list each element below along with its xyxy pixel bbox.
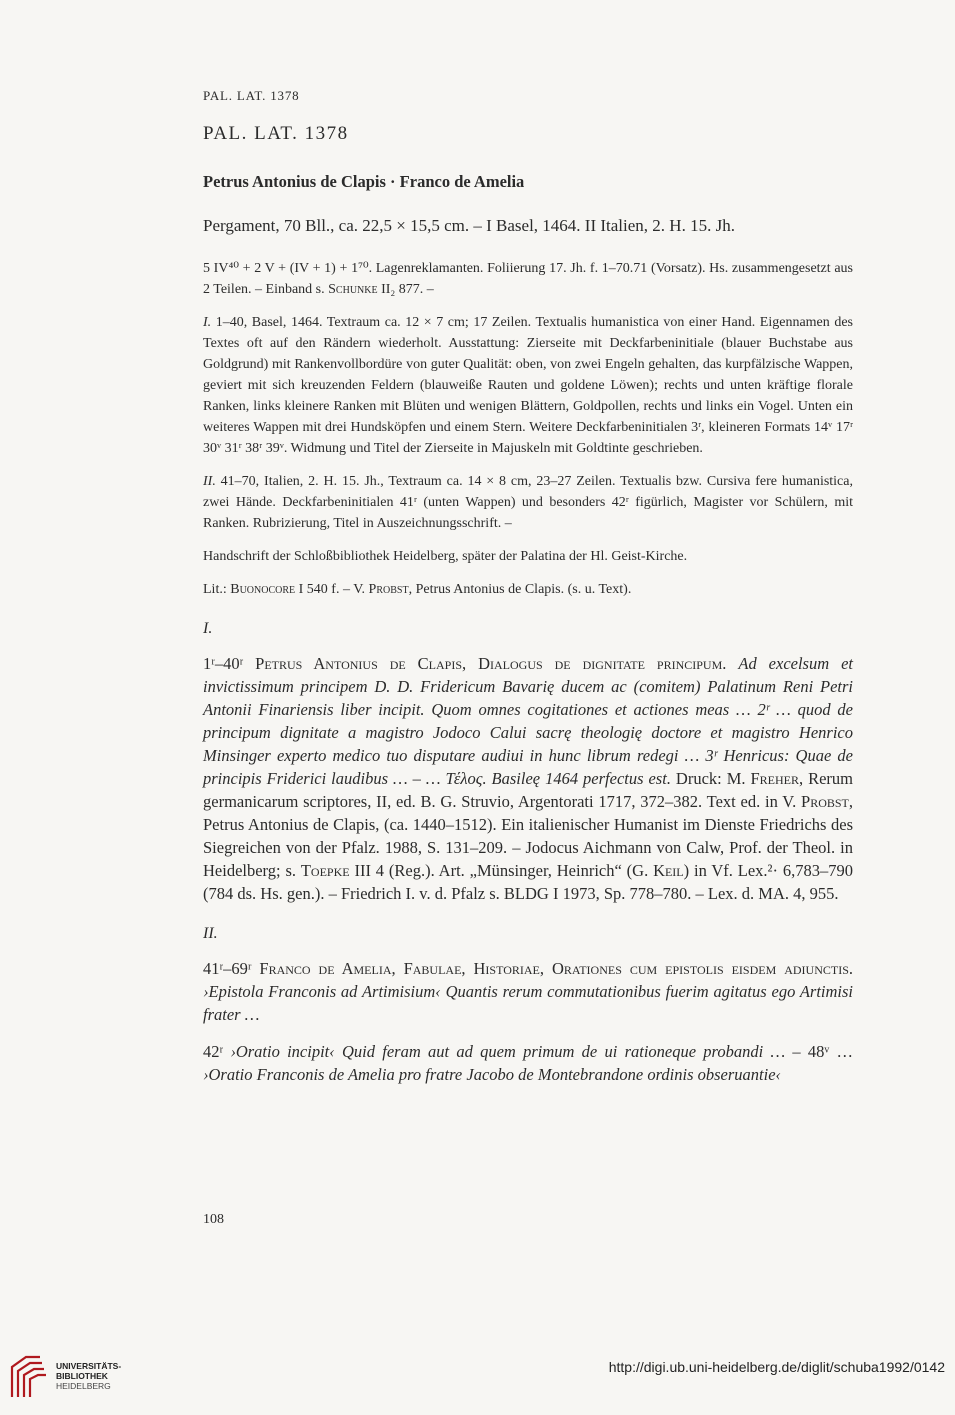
library-logo-text [56,1361,121,1391]
section-1-incipit: Ad excelsum et invictissimum principem D. D. Fridericum Bavarię ducem ac (comitem) Palatinum Reni Petri Antonii Finariensis liber incipit. Quom omnes cogitationes et actiones meas … 2ʳ … quod de principum dignitate a magistro Jodoco Calui sacrę theologię doctore et magistro Henrico Minsinger experto medico tuo disputare audiui in hunc librum redegi … 3ʳ Henricus: Quae de principis Friderici laudibus … – … Τέλος. Basileę 1464 perfectus est. [203,654,854,788]
section-1-druck-d: III 4 (Reg.). Art. „Münsinger, Heinrich“ (G. [349,861,654,880]
section-2-orations [203,1040,853,1086]
section-2-title: Franco de Amelia, Fabulae, Historiae, Orationes cum epistolis eisdem adiunctis. [259,959,853,978]
section-1-title: Petrus Antonius de Clapis, Dialogus de dignitate principum. [255,654,727,673]
oratio-text-1: ›Oratio incipit‹ Quid feram aut ad quem primum de ui rationeque probandi … – [230,1042,801,1061]
section-1-text [203,652,853,905]
section-1-druck-a: Druck: M. [670,769,751,788]
part2-codicology [203,471,853,534]
collation-paragraph [203,258,853,300]
section-2-text [203,957,853,1026]
logo-line-2: BIBLIOTHEK [56,1371,108,1381]
ref-toepke: Toepke [300,861,350,880]
collation-formula: 5 IV⁴⁰ + 2 V + (IV + 1) + 1⁷⁰. [203,261,373,276]
lit-prefix: Lit.: [203,582,231,597]
part1-number: I. [203,315,212,330]
oratio-folio-2: 48ᵛ … [800,1042,853,1061]
section-2-folios: 41ʳ–69ʳ [203,959,260,978]
ref-schunke: Schunke [328,282,378,297]
running-head: PAL. LAT. 1378 [203,88,300,103]
part2-number: II. [203,474,216,489]
ref-freher: Freher [750,769,799,788]
page-number: 108 [203,1212,224,1227]
provenance: Handschrift der Schloßbibliothek Heidelberg, später der Palatina der Hl. Geist-Kirche. [203,549,688,564]
part2-text: 41–70, Italien, 2. H. 15. Jh., Textraum ca. 14 × 8 cm, 23–27 Zeilen. Textualis bzw. Cursiva fere humanistica, zwei Hände. Deckfarbeninitialen 41ʳ (unten Wappen) und besonders 42ʳ figürlich, Magister vor Schülern, mit Ranken. Rubrizierung, Titel in Auszeichnungsschrift. – [203,474,853,531]
literature [203,579,853,600]
section-2-heading: II. [203,925,218,942]
collation-text: Lagenreklamanten. Foliierung 17. Jh. f. 1–70.71 (Vorsatz). Hs. zusammengesetzt aus 2 Teilen. – Einband s. [203,261,853,297]
catalogue-entry [203,123,853,1100]
logo-line-3: HEIDELBERG [56,1381,111,1391]
logo-line-1: UNIVERSITÄTS- [56,1361,122,1371]
ref-keil: Keil [653,861,684,880]
lit-buonocore: Buonocore [230,582,296,597]
oratio-folio-1: 42ʳ [203,1042,231,1061]
section-1-druck-c: , Petrus Antonius de Clapis, (ca. 1440–1512). Ein italienischer Humanist im Dienste Friedrichs des Siegreichen von der Pfalz. 1988, S. 131–209. – Jodocus Aichmann von Calw, Prof. der Theol. in Heidelberg; s. [203,792,853,880]
lit-probst: Probst [368,582,409,597]
lit-suffix: , Petrus Antonius de Clapis. (s. u. Text). [408,582,632,597]
collation-ref-rest: II₂ 877. – [377,282,434,297]
source-url-link[interactable]: http://digi.ub.uni-heidelberg.de/diglit/schuba1992/0142 [608,1359,945,1375]
section-1-druck-b: , Rerum germanicarum scriptores, II, ed. B. G. Struvio, Argentorati 1717, 372–382. Text ed. in V. [203,769,853,811]
section-1-druck-e: ) in Vf. Lex.²· 6,783–790 (784 ds. Hs. gen.). – Friedrich I. v. d. Pfalz s. BLDG I 1973, Sp. 778–780. – Lex. d. MA. 4, 955. [203,861,853,903]
lit-mid: I 540 f. – V. [295,582,369,597]
oratio-text-2: ›Oratio Franconis de Amelia pro fratre Jacobo de Montebrandone ordinis obseruantie‹ [203,1065,782,1084]
section-2-incipit: ›Epistola Franconis ad Artimisium‹ Quantis rerum commutationibus fuerim agitatus ego Artimisi frater … [203,982,853,1024]
physical-description: Pergament, 70 Bll., ca. 22,5 × 15,5 cm. – I Basel, 1464. II Italien, 2. H. 15. Jh. [203,216,735,235]
part1-codicology [203,312,853,459]
section-1-heading: I. [203,620,213,637]
authors-heading: Petrus Antonius de Clapis · Franco de Amelia [203,172,525,191]
ref-probst: Probst [801,792,849,811]
part1-text: 1–40, Basel, 1464. Textraum ca. 12 × 7 cm; 17 Zeilen. Textualis humanistica von einer Hand. Eigennamen des Textes oft auf den Rändern wiederholt. Ausstattung: Zierseite mit Deckfarbeninitiale (blauer Buchstabe aus Goldgrund) mit Rankenvollbordüre von guter Qualität: oben, von zwei Engeln gehalten, das kurpfälzische Wappen, geviert mit sich kreuzenden Feldern (blauweiße Rauten und goldene Löwen); rechts und unten kräftige florale Ranken, links kleinere Ranken mit Blüten und wenigen Blättern, Goldpollen, rechts und links ein Vogel. Unten ein weiteres Wappen mit drei Hundsköpfen und einem Stern. Weitere Deckfarbeninitialen 3ʳ, kleineren Formats 14ᵛ 17ʳ 30ᵛ 31ʳ 38ʳ 39ᵛ. Widmung und Titel der Zierseite in Majuskeln mit Goldtinte geschrieben. [203,315,853,456]
shelfmark: PAL. LAT. 1378 [203,123,349,144]
section-1-folios: 1ʳ–40ʳ [203,654,256,673]
